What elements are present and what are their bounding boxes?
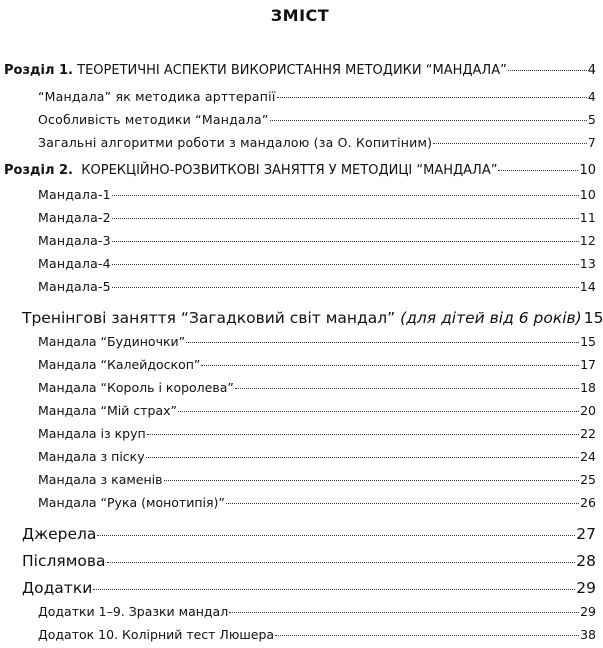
toc-item-label: Мандала-5 bbox=[38, 279, 111, 294]
dot-leader bbox=[112, 218, 579, 219]
page-title: ЗМІСТ bbox=[270, 6, 330, 25]
page-number: 5 bbox=[587, 112, 596, 127]
section-2-prefix: Розділ 2. bbox=[4, 163, 73, 178]
page-number: 24 bbox=[580, 449, 596, 464]
page-number: 20 bbox=[580, 403, 596, 418]
toc-item-label: Мандала “Король і королева” bbox=[38, 380, 234, 395]
toc-item[interactable] bbox=[38, 135, 596, 150]
page-number: 4 bbox=[587, 63, 596, 78]
page-number: 22 bbox=[580, 426, 596, 441]
page-number: 17 bbox=[580, 357, 596, 372]
page-number: 15 bbox=[580, 334, 596, 349]
toc-item-label: Особливість методики “Мандала” bbox=[38, 112, 269, 127]
toc-item[interactable] bbox=[38, 380, 596, 395]
page-number: 10 bbox=[579, 163, 596, 178]
toc-item[interactable] bbox=[38, 210, 596, 225]
page-number: 25 bbox=[580, 472, 596, 487]
page-number: 14 bbox=[579, 279, 596, 294]
dot-leader bbox=[270, 120, 587, 121]
page-number: 29 bbox=[580, 604, 596, 619]
toc-item-label: Загальні алгоритми роботи з мандалою (за О. Копитіним) bbox=[38, 135, 433, 150]
toc-item[interactable] bbox=[38, 627, 596, 642]
dot-leader bbox=[186, 342, 579, 343]
dot-leader bbox=[178, 411, 579, 412]
toc-item-label: Джерела bbox=[22, 525, 97, 543]
toc-item-label: Мандала-1 bbox=[38, 187, 111, 202]
page-number: 13 bbox=[579, 256, 596, 271]
page-number: 26 bbox=[580, 495, 596, 510]
dot-leader bbox=[235, 388, 579, 389]
toc-item[interactable] bbox=[38, 89, 596, 104]
toc-afterword[interactable] bbox=[22, 552, 596, 570]
dot-leader bbox=[164, 480, 580, 481]
toc-item[interactable] bbox=[38, 604, 596, 619]
toc-item-label: Мандала “Мій страх” bbox=[38, 403, 177, 418]
toc-item[interactable] bbox=[38, 112, 596, 127]
toc-item-label: Мандала з каменів bbox=[38, 472, 163, 487]
dot-leader bbox=[226, 503, 579, 504]
dot-leader bbox=[112, 241, 579, 242]
dot-leader bbox=[201, 365, 579, 366]
training-title: Тренінгові заняття “Загадковий світ мандал” bbox=[22, 309, 396, 327]
toc-item-label: Мандала з піску bbox=[38, 449, 145, 464]
toc-item-label: Мандала “Калейдоскоп” bbox=[38, 357, 201, 372]
dot-leader bbox=[498, 170, 578, 171]
dot-leader bbox=[508, 70, 587, 71]
toc-item[interactable] bbox=[38, 495, 596, 510]
toc-item-label: Додатки bbox=[22, 579, 93, 597]
toc-item[interactable] bbox=[38, 233, 596, 248]
toc-appendices[interactable] bbox=[22, 579, 596, 597]
toc-item[interactable] bbox=[38, 449, 596, 464]
dot-leader bbox=[433, 143, 587, 144]
toc-item-label: Післямова bbox=[22, 552, 106, 570]
dot-leader bbox=[277, 97, 587, 98]
toc-item[interactable] bbox=[38, 334, 596, 349]
dot-leader bbox=[229, 612, 579, 613]
toc-item-label: “Мандала” як методика арттерапії bbox=[38, 89, 276, 104]
toc-item-label: Мандала-4 bbox=[38, 256, 111, 271]
page-number: 28 bbox=[576, 552, 596, 570]
dot-leader bbox=[147, 434, 579, 435]
toc-item[interactable] bbox=[38, 472, 596, 487]
page-number: 4 bbox=[587, 89, 596, 104]
toc-item-label: Мандала “Будиночки” bbox=[38, 334, 186, 349]
toc-item[interactable] bbox=[38, 403, 596, 418]
page-number: 27 bbox=[576, 525, 596, 543]
page-number: 15 bbox=[583, 309, 603, 327]
page-number: 11 bbox=[579, 210, 596, 225]
toc-item-label: Мандала із круп bbox=[38, 426, 146, 441]
dot-leader bbox=[146, 457, 579, 458]
toc-item-label: Мандала-2 bbox=[38, 210, 111, 225]
dot-leader bbox=[112, 195, 579, 196]
section-1-title: ТЕОРЕТИЧНІ АСПЕКТИ ВИКОРИСТАННЯ МЕТОДИКИ “МАНДАЛА” bbox=[77, 63, 507, 78]
dot-leader bbox=[112, 287, 579, 288]
dot-leader bbox=[275, 635, 579, 636]
page-number: 10 bbox=[579, 187, 596, 202]
page-number: 38 bbox=[580, 627, 596, 642]
training-note: (для дітей від 6 років) bbox=[400, 309, 582, 327]
section-1-prefix: Розділ 1. bbox=[4, 63, 73, 78]
toc-item[interactable] bbox=[38, 357, 596, 372]
toc-item[interactable] bbox=[38, 426, 596, 441]
dot-leader bbox=[97, 535, 575, 536]
toc-item-label: Додатки 1–9. Зразки мандал bbox=[38, 604, 229, 619]
page-number: 29 bbox=[576, 579, 596, 597]
toc-item[interactable] bbox=[38, 256, 596, 271]
toc-item-label: Додаток 10. Колірний тест Люшера bbox=[38, 627, 275, 642]
toc-section-2[interactable] bbox=[4, 163, 596, 178]
section-2-title: КОРЕКЦІЙНО-РОЗВИТКОВІ ЗАНЯТТЯ У МЕТОДИЦІ “МАНДАЛА” bbox=[81, 163, 498, 178]
toc-item[interactable] bbox=[38, 187, 596, 202]
toc-training[interactable] bbox=[22, 309, 603, 327]
toc-item-label: Мандала-3 bbox=[38, 233, 111, 248]
dot-leader bbox=[112, 264, 579, 265]
page-number: 7 bbox=[587, 135, 596, 150]
toc-sources[interactable] bbox=[22, 525, 596, 543]
toc-section-1[interactable] bbox=[4, 63, 596, 78]
page-number: 18 bbox=[580, 380, 596, 395]
dot-leader bbox=[93, 589, 575, 590]
toc-item[interactable] bbox=[38, 279, 596, 294]
toc-item-label: Мандала “Рука (монотипія)” bbox=[38, 495, 225, 510]
dot-leader bbox=[107, 562, 576, 563]
page-number: 12 bbox=[579, 233, 596, 248]
